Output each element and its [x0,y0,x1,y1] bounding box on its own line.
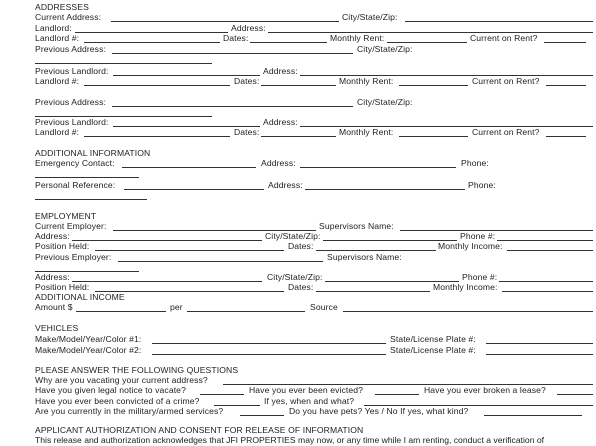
previous-employer-address-field[interactable] [72,281,262,282]
previous-current-on-rent-2-label: Current on Rent? [472,127,540,137]
current-employer-label: Current Employer: [35,221,107,231]
previous-landlord-num-field[interactable] [84,85,230,86]
previous-position-held-label: Position Held: [35,282,90,292]
previous-dates-2-field[interactable] [261,136,336,137]
vehicles-heading: VEHICLES [35,323,79,333]
additional-info-heading: ADDITIONAL INFORMATION [35,148,151,158]
previous-employer-city-state-zip-label: City/State/Zip: [267,272,323,282]
supervisors-name-label: Supervisors Name: [319,221,394,231]
emergency-contact-line2-field[interactable] [35,177,139,178]
previous-current-on-rent-label: Current on Rent? [472,76,540,86]
emergency-contact-field[interactable] [122,167,256,168]
personal-reference-label: Personal Reference: [35,180,116,190]
previous-landlord-2-num-field[interactable] [84,136,230,137]
per-field[interactable] [187,311,305,312]
previous-monthly-rent-2-label: Monthly Rent: [339,127,394,137]
previous-employer-phone-field[interactable] [499,281,593,282]
previous-landlord-2-address-label: Address: [263,117,298,127]
previous-monthly-income-field[interactable] [502,291,593,292]
questions-heading: PLEASE ANSWER THE FOLLOWING QUESTIONS [35,365,239,375]
previous-dates-2-label: Dates: [234,127,260,137]
previous-supervisors-name-label: Supervisors Name: [327,252,402,262]
broken-lease-field[interactable] [557,394,593,395]
personal-reference-line2-field[interactable] [35,199,147,200]
employer-address-field[interactable] [72,240,262,241]
military-field[interactable] [240,415,284,416]
additional-income-heading: ADDITIONAL INCOME [35,292,125,302]
previous-employer-phone-label: Phone #: [462,272,498,282]
per-label: per [170,302,183,312]
evicted-field[interactable] [375,394,419,395]
monthly-rent-field[interactable] [387,42,467,43]
monthly-rent-label: Monthly Rent: [330,33,385,43]
vehicle1-label: Make/Model/Year/Color #1: [35,334,142,344]
monthly-income-field[interactable] [507,250,593,251]
landlord-address-field[interactable] [268,32,593,33]
source-label: Source [310,302,338,312]
pets-label: Do you have pets? Yes / No If yes, what kind? [289,406,469,416]
current-on-rent-label: Current on Rent? [470,33,538,43]
current-on-rent-field[interactable] [544,42,586,43]
previous-landlord-2-label: Previous Landlord: [35,117,109,127]
previous-current-on-rent-field[interactable] [546,85,586,86]
reference-address-label: Address: [268,180,303,190]
position-held-label: Position Held: [35,241,90,251]
previous-employment-dates-field[interactable] [316,291,430,292]
previous-address-2-field[interactable] [112,106,353,107]
reference-address-field[interactable] [305,189,465,190]
employer-city-state-zip-field[interactable] [323,240,457,241]
previous-address-line2-field[interactable] [35,63,212,64]
current-city-state-zip-field[interactable] [405,21,593,22]
previous-employment-dates-label: Dates: [288,282,314,292]
previous-address-label: Previous Address: [35,44,106,54]
crime-label: Have you ever been convicted of a crime? [35,396,200,406]
vehicle1-plate-field[interactable] [486,343,593,344]
addresses-heading: ADDRESSES [35,2,89,12]
source-field[interactable] [343,311,593,312]
amount-field[interactable] [76,311,166,312]
current-address-label: Current Address: [35,12,102,22]
landlord-label: Landlord: [35,23,72,33]
previous-dates-field[interactable] [261,85,336,86]
previous-landlord-address-label: Address: [263,66,298,76]
previous-employer-address-label: Address: [35,272,70,282]
authorization-body: This release and authorization acknowledges that JFI PROPERTIES may now, or any time while I am renting, conduct a verification of [35,435,545,445]
vehicle2-plate-field[interactable] [486,354,593,355]
previous-address-field[interactable] [112,53,353,54]
why-vacating-label: Why are you vacating your current address? [35,375,208,385]
vehicle1-field[interactable] [152,343,386,344]
employer-phone-label: Phone #: [460,231,496,241]
legal-notice-field[interactable] [200,394,244,395]
landlord-address-label: Address: [231,23,266,33]
vehicle1-plate-label: State/License Plate #: [390,334,476,344]
landlord-num-field[interactable] [84,42,220,43]
emergency-contact-label: Emergency Contact: [35,158,115,168]
previous-employer-label: Previous Employer: [35,252,112,262]
previous-current-on-rent-2-field[interactable] [546,136,586,137]
employment-heading: EMPLOYMENT [35,211,97,221]
employer-phone-field[interactable] [497,240,593,241]
pets-field[interactable] [484,415,582,416]
previous-landlord-2-num-label: Landlord #: [35,127,80,137]
previous-monthly-income-label: Monthly Income: [433,282,498,292]
previous-city-state-zip-label: City/State/Zip: [357,44,413,54]
emergency-address-label: Address: [261,158,296,168]
legal-notice-label: Have you given legal notice to vacate? [35,385,186,395]
previous-monthly-rent-label: Monthly Rent: [339,76,394,86]
previous-employer-field[interactable] [118,261,323,262]
employer-address-label: Address: [35,231,70,241]
previous-dates-label: Dates: [234,76,260,86]
previous-city-state-zip-2-label: City/State/Zip: [357,97,413,107]
employment-dates-field[interactable] [316,250,436,251]
supervisors-name-field[interactable] [400,230,593,231]
if-yes-when-label: If yes, when and what? [264,396,355,406]
vehicle2-label: Make/Model/Year/Color #2: [35,345,142,355]
military-label: Are you currently in the military/armed services? [35,406,224,416]
employer-city-state-zip-label: City/State/Zip: [265,231,321,241]
reference-phone-label: Phone: [468,180,496,190]
previous-address-2-label: Previous Address: [35,97,106,107]
emergency-phone-label: Phone: [461,158,489,168]
dates-label: Dates: [223,33,249,43]
broken-lease-label: Have you ever broken a lease? [424,385,546,395]
evicted-label: Have you ever been evicted? [249,385,364,395]
previous-monthly-rent-field[interactable] [399,85,468,86]
amount-label: Amount $ [35,302,73,312]
dates-field[interactable] [250,42,327,43]
previous-landlord-num-label: Landlord #: [35,76,80,86]
personal-reference-field[interactable] [124,189,264,190]
position-held-field[interactable] [95,250,284,251]
emergency-address-field[interactable] [300,167,456,168]
vehicle2-plate-label: State/License Plate #: [390,345,476,355]
current-address-field[interactable] [111,21,339,22]
landlord-field[interactable] [75,32,228,33]
current-city-state-zip-label: City/State/Zip: [342,12,398,22]
previous-landlord-label: Previous Landlord: [35,66,109,76]
landlord-num-label: Landlord #: [35,33,80,43]
vehicle2-field[interactable] [152,354,386,355]
authorization-heading: APPLICANT AUTHORIZATION AND CONSENT FOR RELEASE OF INFORMATION [35,425,364,435]
employment-dates-label: Dates: [288,241,314,251]
monthly-income-label: Monthly Income: [438,241,503,251]
previous-monthly-rent-2-field[interactable] [399,136,468,137]
